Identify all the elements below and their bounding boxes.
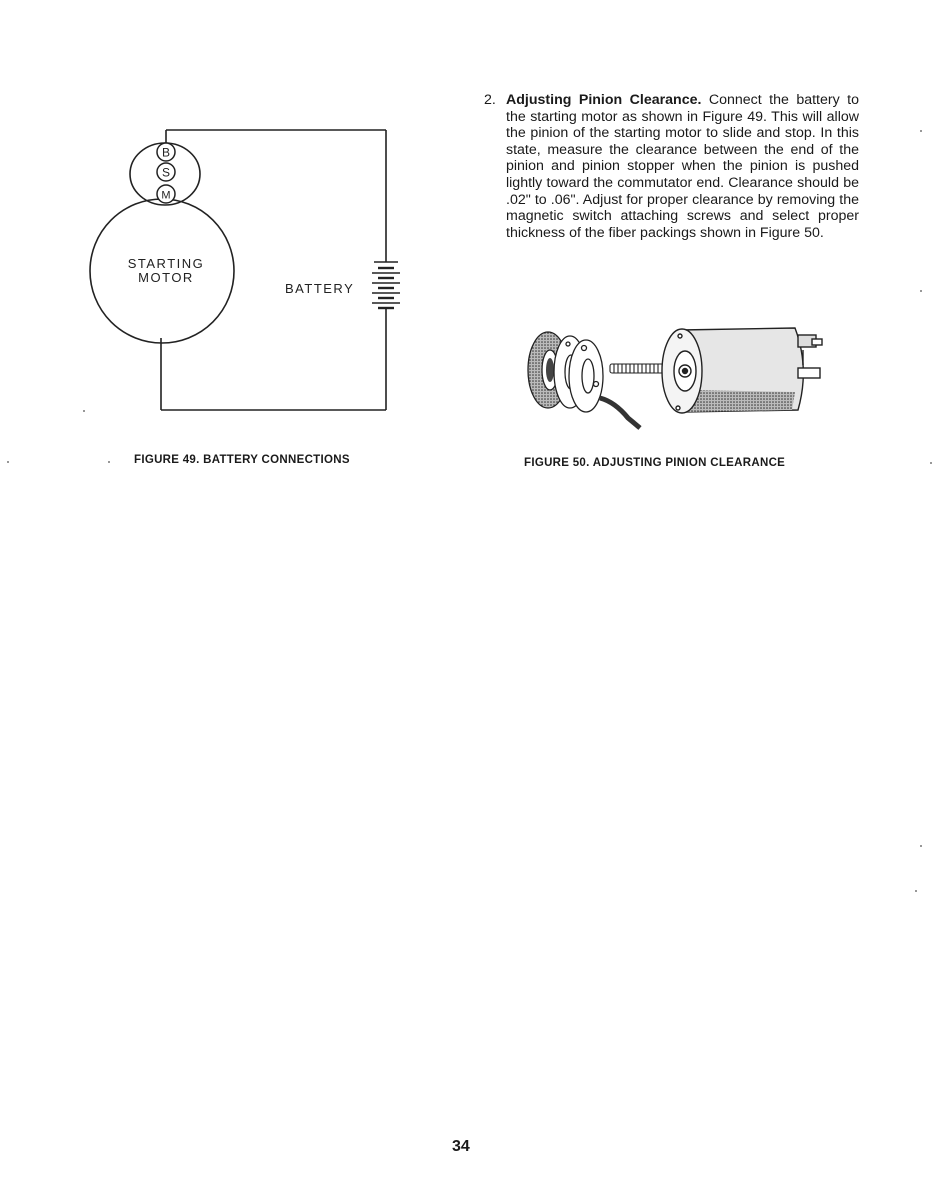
- step-number: 2.: [484, 92, 496, 108]
- packing-rings-icon: [554, 336, 603, 412]
- attaching-screw-icon: [610, 364, 666, 373]
- terminal-s-label: S: [161, 165, 171, 180]
- lead-wire-icon: [600, 398, 640, 428]
- scan-speck: [920, 290, 922, 292]
- figure-50-caption: FIGURE 50. ADJUSTING PINION CLEARANCE: [524, 457, 786, 469]
- terminal-b-label: B: [161, 145, 171, 160]
- motor-label-motor: MOTOR: [138, 270, 194, 285]
- scan-speck: [7, 461, 9, 463]
- scan-speck: [920, 130, 922, 132]
- terminal-b-icon: [157, 143, 175, 161]
- scan-speck: [108, 461, 110, 463]
- magnetic-switch-icon: [662, 328, 822, 413]
- figure-49-caption: FIGURE 49. BATTERY CONNECTIONS: [134, 454, 350, 466]
- scan-speck: [930, 462, 932, 464]
- scan-speck: [915, 890, 917, 892]
- terminal-m-icon: [157, 185, 175, 203]
- paragraph-heading: Adjusting Pinion Clearance.: [506, 92, 702, 108]
- paragraph-text: [506, 92, 859, 241]
- battery-label: BATTERY: [285, 281, 355, 296]
- battery-symbol-icon: [372, 262, 400, 308]
- instruction-paragraph: [484, 92, 859, 241]
- scan-speck: [920, 845, 922, 847]
- terminal-m-label: M: [161, 189, 171, 202]
- terminal-s-icon: [157, 163, 175, 181]
- page-number: 34: [452, 1138, 470, 1155]
- figure-50-pinion-clearance-illustration: [520, 320, 840, 432]
- motor-label-starting: STARTING: [127, 256, 205, 271]
- paragraph-body: Connect the battery to the starting motor as shown in Figure 49. This will allow the pinion of the starting motor to slide and stop. In this state, measure the clearance between the end of the pinion and pinion stopper when the pinion is pushed lightly toward the commutator end. Clearance should be .02" to .06". Adjust for proper clearance by removing the magnetic switch attaching screws and select proper thickness of the fiber packings shown in Figure 50.: [506, 92, 859, 241]
- figure-49-battery-connections-diagram: [80, 110, 410, 420]
- scan-speck: [83, 410, 85, 412]
